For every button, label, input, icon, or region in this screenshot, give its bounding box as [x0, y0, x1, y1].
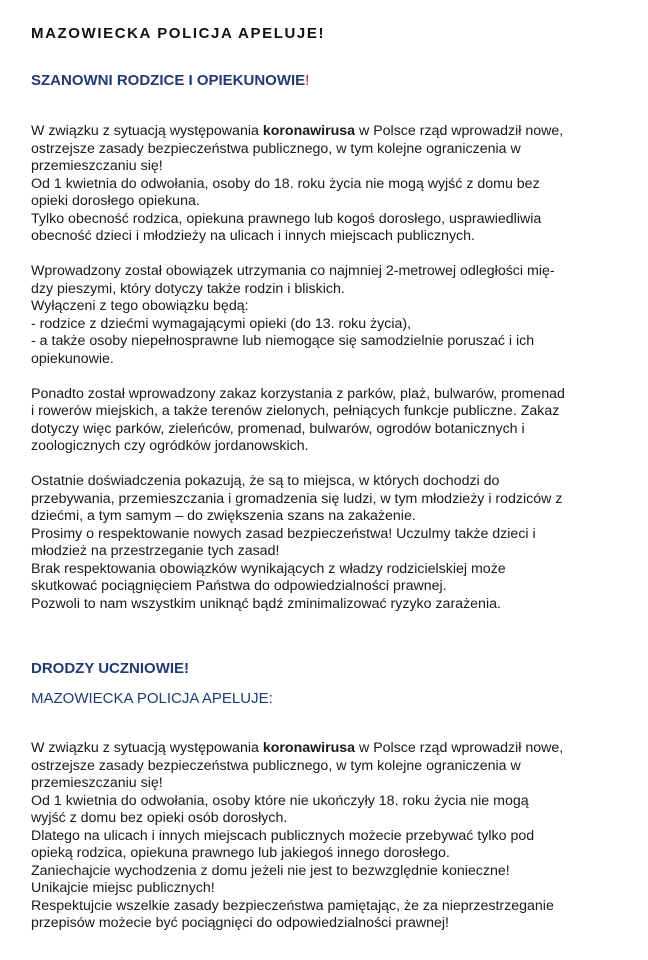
text-line: Unikajcie miejsc publicznych!	[31, 880, 215, 896]
text-line: Tylko obecność rodzica, opiekuna prawnego lub kogoś dorosłego, usprawiedliwia	[31, 210, 542, 227]
text-line: przemieszczaniu się!	[31, 775, 163, 791]
text-line: Pozwoli to nam wszystkim uniknąć bądź zminimalizować ryzyko zarażenia.	[31, 595, 501, 612]
intro-text: W związku z sytuacją występowania	[31, 740, 263, 756]
intro-text-end: w Polsce rząd wprowadził nowe,	[355, 123, 564, 139]
text-line: ostrzejsze zasady bezpieczeństwa publicznego, w tym kolejne ograniczenia w	[31, 140, 521, 157]
text-line: zoologicznych czy ogródków jordanowskich.	[31, 438, 309, 454]
text-line: Wprowadzony został obowiązek utrzymania co najmniej 2-metrowej odległości mię-	[31, 263, 555, 279]
text-line: wyjść z domu bez opieki osób dorosłych.	[31, 810, 288, 826]
text-line: opiekunowie.	[31, 350, 114, 367]
text-line: dotyczy więc parków, zieleńców, promenad, bulwarów, ogrodów botanicznych i	[31, 420, 525, 437]
text-line: Dlatego na ulicach i innych miejscach publicznych możecie przebywać tylko pod	[31, 827, 535, 844]
text-line: - a także osoby niepełnosprawne lub niemogące się samodzielnie poruszać i ich	[31, 333, 535, 349]
text-line: przepisów możecie być pociągnięci do odpowiedzialności prawnej!	[31, 915, 449, 931]
text-line: przebywania, przemieszczania i gromadzenia się ludzi, w tym młodzieży i rodziców z	[31, 490, 563, 507]
text-line: i rowerów miejskich, a także terenów zielonych, pełniących funkcje publiczne. Zakaz	[31, 403, 560, 419]
text-line: dzy pieszymi, który dotyczy także rodzin i bliskich.	[31, 280, 345, 297]
text-line: skutkować pociągnięciem Państwa do odpowiedzialności prawnej.	[31, 578, 447, 594]
parents-intro-line	[31, 123, 631, 141]
text-line: opieki dorosłego opiekuna.	[31, 193, 200, 209]
intro-text-end: w Polsce rząd wprowadził nowe,	[355, 740, 564, 756]
text-line: Ponadto został wprowadzony zakaz korzystania z parków, plaż, bulwarów, promenad	[31, 385, 565, 402]
paragraph-gap	[31, 246, 631, 264]
page-title: MAZOWIECKA POLICJA APELUJE!	[31, 25, 326, 42]
students-subheading: MAZOWIECKA POLICJA APELUJE:	[31, 690, 273, 707]
parents-greeting-text: SZANOWNI RODZICE I OPIEKUNOWIE	[31, 72, 306, 89]
paragraph-gap	[31, 456, 631, 474]
parents-greeting-punct: !	[305, 72, 310, 89]
text-line: obecność dzieci i młodzieży na ulicach i innych miejscach publicznych.	[31, 228, 475, 244]
text-line: - rodzice z dziećmi wymagającymi opieki (do 13. roku życia),	[31, 315, 412, 332]
text-line: ostrzejsze zasady bezpieczeństwa publicznego, w tym kolejne ograniczenia w	[31, 757, 521, 774]
students-paragraphs	[31, 740, 631, 933]
text-line: Prosimy o respektowanie nowych zasad bezpieczeństwa! Uczulmy także dzieci i	[31, 525, 536, 542]
intro-bold: koronawirusa	[262, 123, 356, 139]
text-line: dziećmi, a tym samym – do zwiększenia szans na zakażenie.	[31, 508, 416, 524]
text-line: młodzież na przestrzeganie tych zasad!	[31, 543, 280, 559]
text-line: Brak respektowania obowiązków wynikających z władzy rodzicielskiej może	[31, 560, 506, 577]
parents-paragraphs	[31, 123, 631, 613]
text-line: Ostatnie doświadczenia pokazują, że są to miejsca, w których dochodzi do	[31, 473, 500, 489]
text-line: przemieszczaniu się!	[31, 158, 163, 174]
students-heading: DRODZY UCZNIOWIE!	[31, 660, 190, 677]
students-intro-line	[31, 740, 631, 758]
text-line: Od 1 kwietnia do odwołania, osoby które nie ukończyły 18. roku życia nie mogą	[31, 792, 529, 809]
text-line: Respektujcie wszelkie zasady bezpieczeństwa pamiętając, że za nieprzestrzeganie	[31, 897, 554, 914]
paragraph-gap	[31, 368, 631, 386]
text-line: opieką rodzica, opiekuna prawnego lub jakiegoś innego dorosłego.	[31, 845, 450, 861]
parents-greeting	[31, 72, 309, 89]
intro-bold: koronawirusa	[262, 740, 356, 756]
intro-text: W związku z sytuacją występowania	[31, 123, 263, 139]
text-line: Zaniechajcie wychodzenia z domu jeżeli nie jest to bezwzględnie konieczne!	[31, 862, 510, 879]
text-line: Wyłączeni z tego obowiązku będą:	[31, 298, 249, 314]
text-line: Od 1 kwietnia do odwołania, osoby do 18. roku życia nie mogą wyjść z domu bez	[31, 175, 540, 192]
